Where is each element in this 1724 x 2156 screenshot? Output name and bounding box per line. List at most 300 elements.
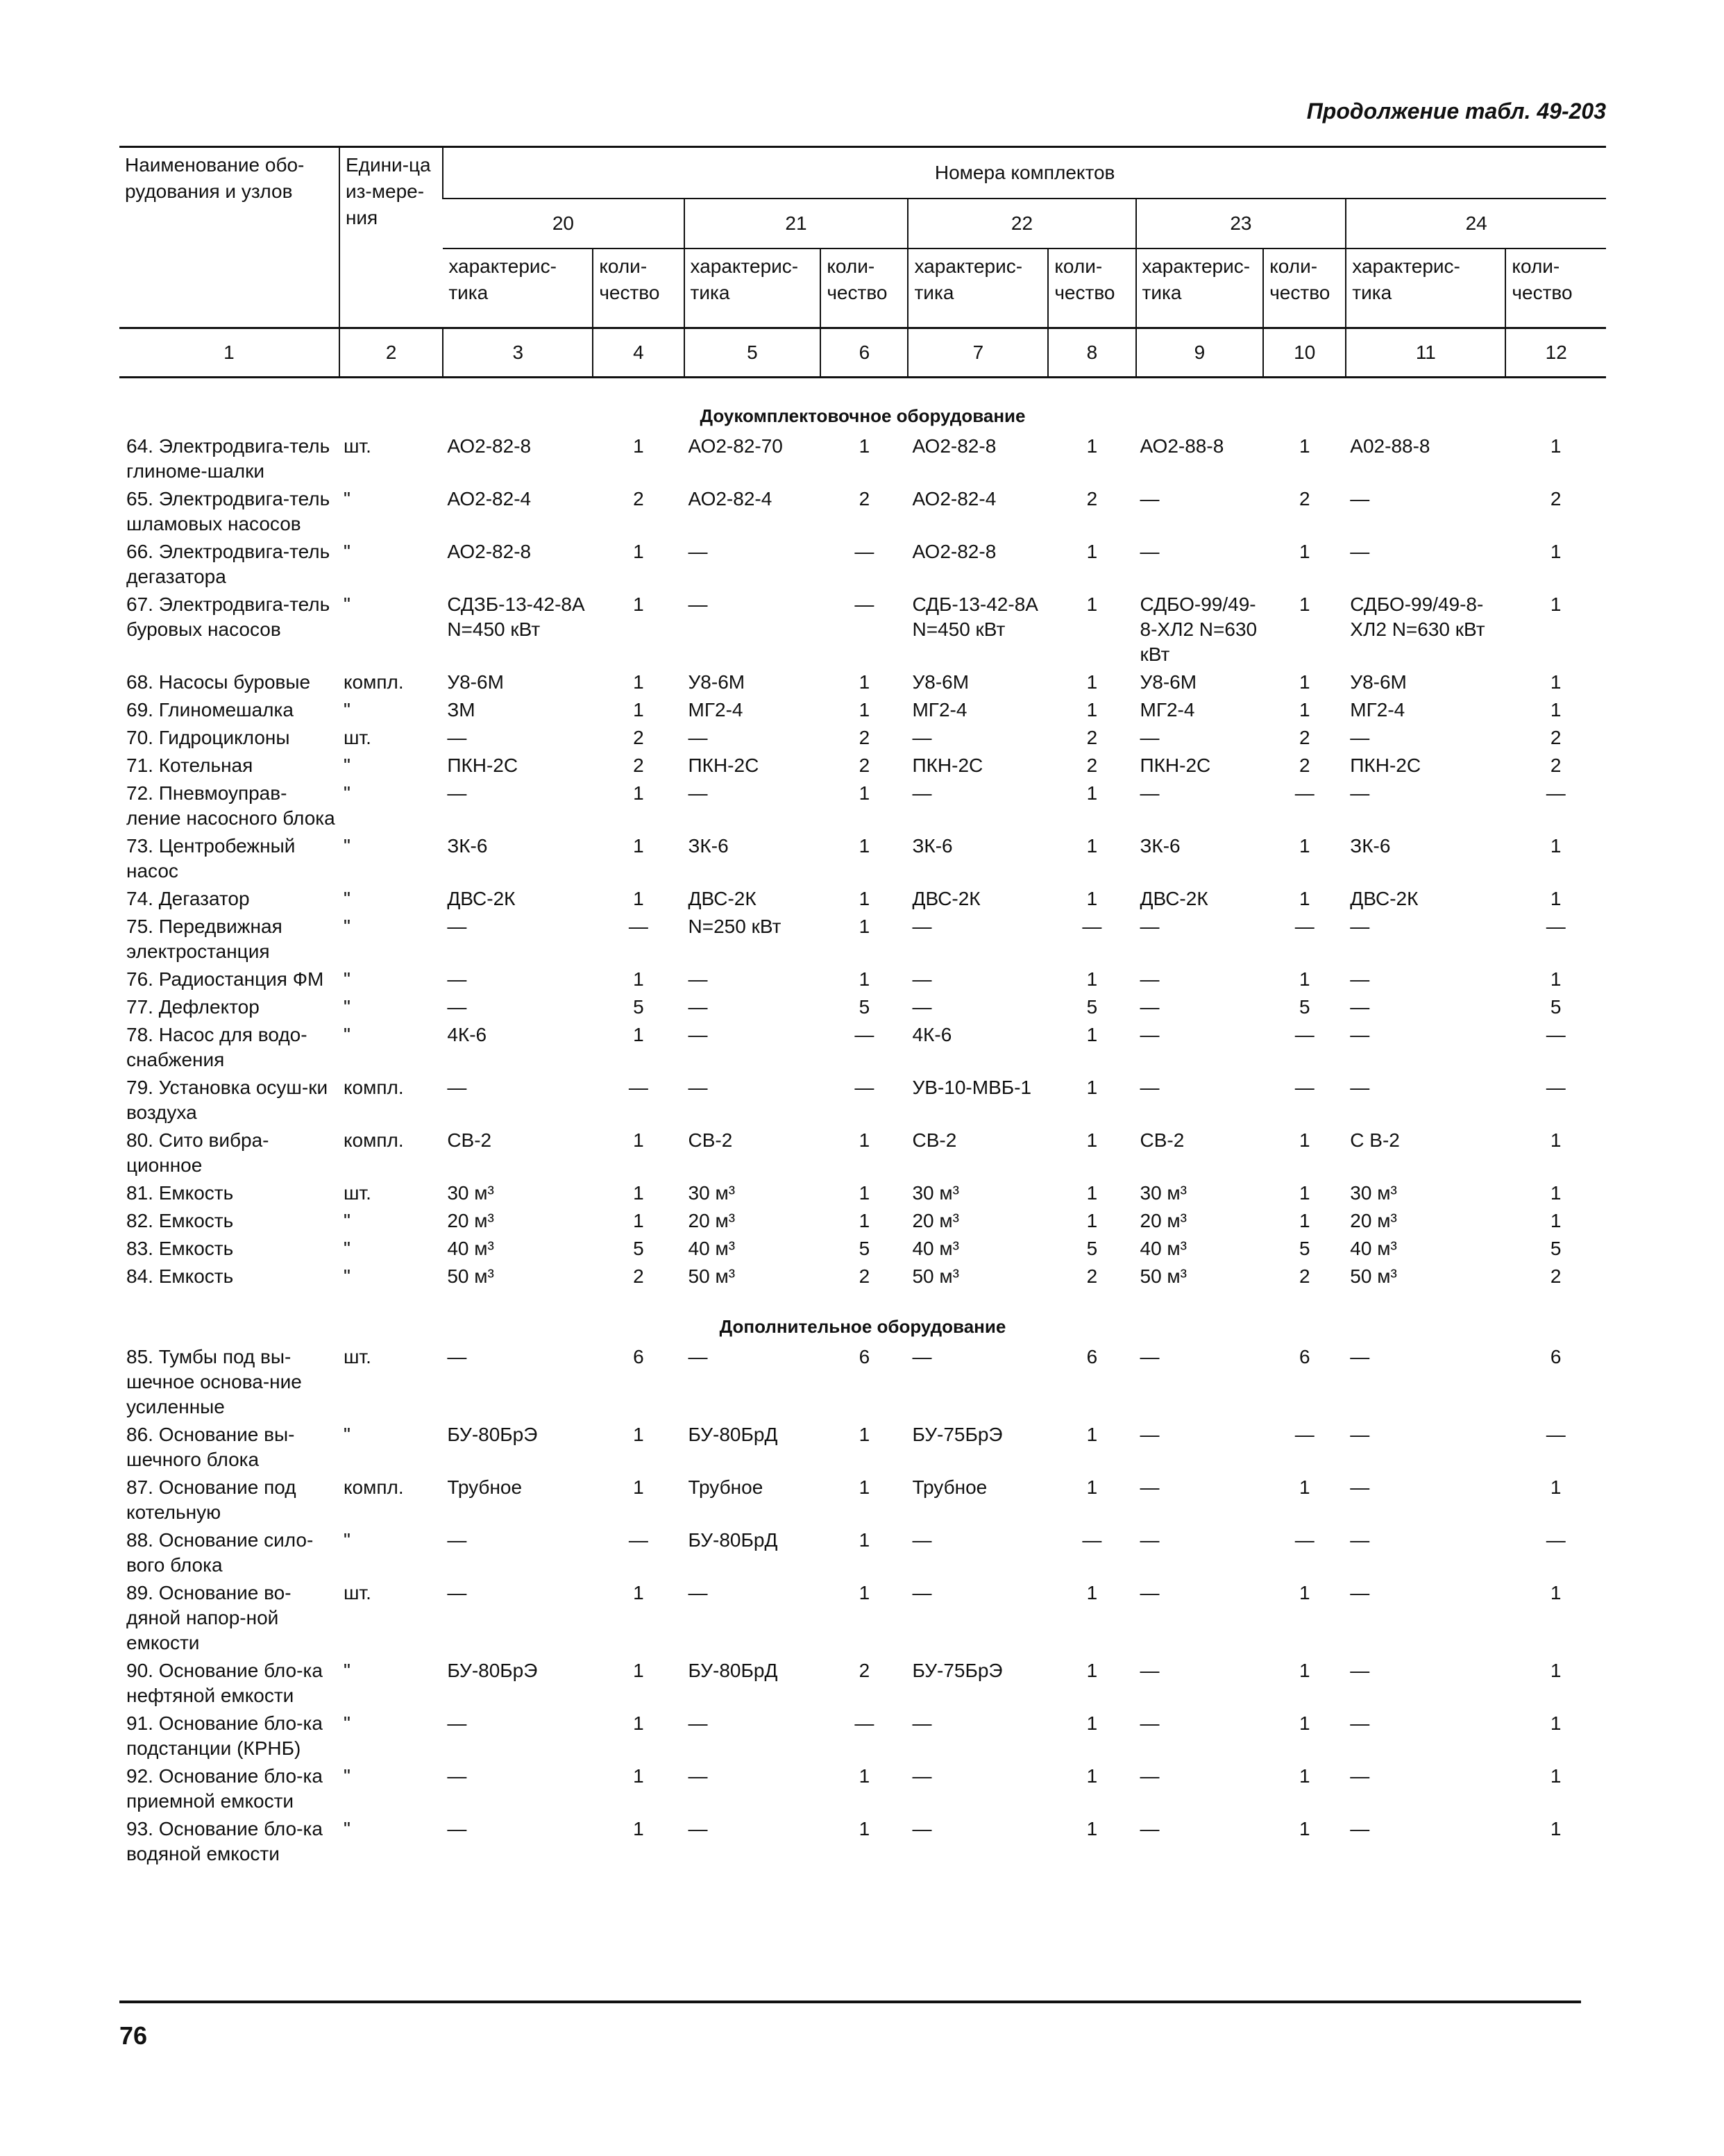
header-set-number: 24: [1346, 199, 1606, 249]
characteristic-cell: —: [912, 1765, 932, 1787]
table-row: [119, 1525, 1606, 1578]
quantity-cell: 1: [1086, 1476, 1098, 1498]
characteristic-cell: СДБО-99/49-8-ХЛ2 N=630 кВт: [1140, 593, 1258, 665]
characteristic-cell: ПКН-2С: [688, 755, 759, 776]
quantity-cell: 5: [1086, 996, 1098, 1018]
header-unit: Едини-ца из-мере-ния: [339, 147, 443, 328]
equipment-name: Электродвига-тель дегазатора: [126, 541, 330, 587]
header-column-number: 12: [1505, 328, 1606, 378]
characteristic-cell: 30 м³: [688, 1182, 736, 1204]
characteristic-cell: СВ-2: [447, 1129, 492, 1151]
quantity-cell: 1: [1086, 1818, 1098, 1839]
equipment-name-cell: [119, 1472, 339, 1525]
header-characteristic: характерис-тика: [1346, 249, 1505, 328]
row-number: 78.: [126, 1024, 153, 1045]
quantity-cell: —: [1294, 1424, 1315, 1445]
quantity-cell: 1: [1299, 593, 1310, 615]
quantity-cell: 2: [859, 1265, 870, 1287]
quantity-cell: —: [1294, 1024, 1315, 1045]
characteristic-cell: ПКН-2С: [447, 755, 518, 776]
quantity-cell: 1: [633, 1818, 644, 1839]
quantity-cell: 6: [1299, 1346, 1310, 1367]
equipment-name: Основание бло-ка подстанции (КРНБ): [126, 1712, 323, 1759]
quantity-cell: 1: [633, 1712, 644, 1734]
equipment-table: [119, 146, 1606, 1867]
equipment-name-cell: [119, 831, 339, 884]
characteristic-cell: АО2-82-70: [688, 435, 783, 457]
header-column-number: 4: [593, 328, 684, 378]
quantity-cell: 1: [1086, 1712, 1098, 1734]
quantity-cell: 5: [859, 996, 870, 1018]
equipment-name: Установка осуш-ки воздуха: [126, 1077, 328, 1123]
characteristic-cell: 4К-6: [912, 1024, 952, 1045]
unit-cell: ": [343, 1712, 350, 1734]
characteristic-cell: АО2-82-8: [912, 435, 997, 457]
table-row: [119, 1814, 1606, 1867]
equipment-name-cell: [119, 1420, 339, 1472]
quantity-cell: 1: [1299, 1712, 1310, 1734]
characteristic-cell: СВ-2: [688, 1129, 733, 1151]
quantity-cell: 1: [1086, 671, 1098, 693]
equipment-name: Емкость: [158, 1210, 234, 1231]
unit-cell: ": [343, 835, 350, 857]
row-number: 85.: [126, 1346, 153, 1367]
equipment-name: Передвижная электростанция: [126, 916, 282, 962]
characteristic-cell: С В-2: [1350, 1129, 1400, 1151]
equipment-name-cell: [119, 992, 339, 1020]
quantity-cell: 2: [859, 755, 870, 776]
characteristic-cell: 40 м³: [1350, 1238, 1397, 1259]
quantity-cell: 1: [1299, 1182, 1310, 1204]
quantity-cell: 1: [1550, 835, 1562, 857]
unit-cell: ": [343, 699, 350, 721]
table-row: [119, 1708, 1606, 1761]
equipment-name: Основание бло-ка нефтяной емкости: [126, 1660, 323, 1706]
quantity-cell: 1: [1550, 435, 1562, 457]
quantity-cell: 2: [1299, 488, 1310, 509]
equipment-name: Электродвига-тель шламовых насосов: [126, 488, 330, 534]
quantity-cell: 1: [1550, 593, 1562, 615]
quantity-cell: 2: [1550, 1265, 1562, 1287]
characteristic-cell: У8-6М: [912, 671, 970, 693]
unit-cell: ": [343, 541, 350, 562]
characteristic-cell: —: [1140, 488, 1160, 509]
characteristic-cell: —: [1140, 1660, 1160, 1681]
unit-cell: ": [343, 888, 350, 909]
unit-cell: ": [343, 593, 350, 615]
quantity-cell: 2: [633, 1265, 644, 1287]
characteristic-cell: МГ2-4: [1140, 699, 1195, 721]
characteristic-cell: —: [1140, 782, 1160, 804]
equipment-name: Дефлектор: [158, 996, 260, 1018]
characteristic-cell: —: [1350, 1712, 1370, 1734]
equipment-name-cell: [119, 537, 339, 589]
characteristic-cell: 4К-6: [447, 1024, 487, 1045]
row-number: 76.: [126, 968, 153, 990]
equipment-name-cell: [119, 1656, 339, 1708]
characteristic-cell: МГ2-4: [688, 699, 743, 721]
unit-cell: ": [343, 782, 350, 804]
quantity-cell: —: [628, 1529, 648, 1551]
table-row: [119, 431, 1606, 484]
equipment-name-cell: [119, 589, 339, 667]
quantity-cell: 1: [1550, 1476, 1562, 1498]
header-characteristic: характерис-тика: [908, 249, 1048, 328]
unit-cell: ": [343, 1529, 350, 1551]
quantity-cell: 1: [1299, 1765, 1310, 1787]
characteristic-cell: ДВС-2К: [1350, 888, 1419, 909]
table-row: [119, 1206, 1606, 1233]
table-row: [119, 1020, 1606, 1072]
row-number: 87.: [126, 1476, 153, 1498]
header-column-number: 9: [1136, 328, 1264, 378]
row-number: 70.: [126, 727, 153, 748]
quantity-cell: 6: [1086, 1346, 1098, 1367]
characteristic-cell: —: [688, 1818, 708, 1839]
equipment-name: Емкость: [158, 1265, 234, 1287]
quantity-cell: 1: [633, 541, 644, 562]
quantity-cell: 1: [633, 435, 644, 457]
row-number: 65.: [126, 488, 153, 509]
equipment-name: Пневмоуправ-ление насосного блока: [126, 782, 335, 829]
header-quantity: коли-чество: [1263, 249, 1346, 328]
quantity-cell: 5: [1299, 996, 1310, 1018]
characteristic-cell: ПКН-2С: [1350, 755, 1421, 776]
quantity-cell: —: [854, 1077, 874, 1098]
characteristic-cell: СВ-2: [912, 1129, 957, 1151]
quantity-cell: 1: [1299, 1210, 1310, 1231]
characteristic-cell: БУ-80БрЭ: [447, 1424, 538, 1445]
characteristic-cell: —: [688, 996, 708, 1018]
unit-cell: ": [343, 916, 350, 937]
equipment-name-cell: [119, 1525, 339, 1578]
characteristic-cell: БУ-75БрЭ: [912, 1424, 1003, 1445]
quantity-cell: 2: [1299, 1265, 1310, 1287]
characteristic-cell: —: [447, 1765, 467, 1787]
unit-cell: шт.: [343, 727, 371, 748]
quantity-cell: 2: [1086, 727, 1098, 748]
characteristic-cell: 50 м³: [688, 1265, 736, 1287]
equipment-name-cell: [119, 695, 339, 723]
quantity-cell: —: [1294, 1077, 1315, 1098]
characteristic-cell: ЗК-6: [688, 835, 729, 857]
quantity-cell: —: [628, 1077, 648, 1098]
characteristic-cell: —: [688, 1582, 708, 1603]
header-column-number: 8: [1048, 328, 1135, 378]
unit-cell: ": [343, 1660, 350, 1681]
characteristic-cell: 20 м³: [688, 1210, 736, 1231]
equipment-name-cell: [119, 1125, 339, 1178]
quantity-cell: 1: [633, 1424, 644, 1445]
characteristic-cell: —: [688, 968, 708, 990]
characteristic-cell: —: [1350, 1818, 1370, 1839]
unit-cell: шт.: [343, 435, 371, 457]
characteristic-cell: АО2-82-4: [912, 488, 997, 509]
row-number: 77.: [126, 996, 153, 1018]
characteristic-cell: ДВС-2К: [447, 888, 516, 909]
header-sets-title: Номера комплектов: [443, 147, 1606, 199]
characteristic-cell: N=250 кВт: [688, 916, 781, 937]
header-column-number: 10: [1263, 328, 1346, 378]
header-column-number: 2: [339, 328, 443, 378]
quantity-cell: 1: [633, 1582, 644, 1603]
quantity-cell: 1: [859, 1582, 870, 1603]
quantity-cell: 1: [859, 1129, 870, 1151]
equipment-name-cell: [119, 484, 339, 537]
row-number: 90.: [126, 1660, 153, 1681]
row-number: 64.: [126, 435, 153, 457]
characteristic-cell: —: [447, 1077, 467, 1098]
quantity-cell: 1: [1550, 1712, 1562, 1734]
quantity-cell: 1: [1550, 699, 1562, 721]
table-row: [119, 589, 1606, 667]
quantity-cell: 1: [633, 699, 644, 721]
quantity-cell: 1: [859, 671, 870, 693]
characteristic-cell: —: [912, 1818, 932, 1839]
row-number: 83.: [126, 1238, 153, 1259]
characteristic-cell: АО2-88-8: [1140, 435, 1224, 457]
quantity-cell: 1: [1550, 541, 1562, 562]
section-title: Доукомплектовочное оборудование: [700, 405, 1026, 426]
equipment-name-cell: [119, 1342, 339, 1420]
equipment-name-cell: [119, 1178, 339, 1206]
characteristic-cell: АО2-82-4: [688, 488, 772, 509]
equipment-name: Глиномешалка: [158, 699, 294, 721]
quantity-cell: 1: [1086, 541, 1098, 562]
characteristic-cell: АО2-82-8: [447, 541, 532, 562]
quantity-cell: 1: [1086, 1077, 1098, 1098]
quantity-cell: 2: [1550, 727, 1562, 748]
header-quantity: коли-чество: [593, 249, 684, 328]
characteristic-cell: —: [688, 1077, 708, 1098]
characteristic-cell: —: [1140, 968, 1160, 990]
quantity-cell: —: [1546, 1424, 1566, 1445]
quantity-cell: 1: [1299, 699, 1310, 721]
section-title: Дополнительное оборудование: [719, 1316, 1006, 1337]
quantity-cell: —: [1546, 782, 1566, 804]
equipment-name-cell: [119, 1206, 339, 1233]
characteristic-cell: —: [1140, 1024, 1160, 1045]
characteristic-cell: —: [1350, 1424, 1370, 1445]
characteristic-cell: —: [447, 1712, 467, 1734]
characteristic-cell: —: [447, 1346, 467, 1367]
characteristic-cell: —: [447, 782, 467, 804]
unit-cell: ": [343, 488, 350, 509]
characteristic-cell: БУ-80БрД: [688, 1660, 778, 1681]
equipment-name-cell: [119, 884, 339, 911]
table-body: [119, 378, 1606, 1867]
quantity-cell: 1: [859, 1476, 870, 1498]
table-row: [119, 695, 1606, 723]
characteristic-cell: 40 м³: [1140, 1238, 1187, 1259]
characteristic-cell: —: [912, 1529, 932, 1551]
row-number: 88.: [126, 1529, 153, 1551]
quantity-cell: 2: [1299, 755, 1310, 776]
characteristic-cell: 40 м³: [688, 1238, 736, 1259]
quantity-cell: 1: [633, 968, 644, 990]
quantity-cell: 1: [1086, 1182, 1098, 1204]
characteristic-cell: —: [912, 1712, 932, 1734]
equipment-name-cell: [119, 1814, 339, 1867]
equipment-name-cell: [119, 750, 339, 778]
characteristic-cell: 30 м³: [912, 1182, 959, 1204]
characteristic-cell: У8-6М: [447, 671, 504, 693]
characteristic-cell: У8-6М: [688, 671, 745, 693]
header-characteristic: характерис-тика: [448, 255, 557, 303]
equipment-name-cell: [119, 1072, 339, 1125]
characteristic-cell: —: [688, 1712, 708, 1734]
characteristic-cell: —: [1140, 727, 1160, 748]
quantity-cell: 1: [1299, 1582, 1310, 1603]
quantity-cell: 2: [1086, 1265, 1098, 1287]
characteristic-cell: —: [447, 1818, 467, 1839]
table-caption: Продолжение табл. 49-203: [1306, 99, 1606, 124]
quantity-cell: 1: [1550, 1660, 1562, 1681]
quantity-cell: 1: [1550, 968, 1562, 990]
characteristic-cell: ДВС-2К: [912, 888, 981, 909]
characteristic-cell: —: [688, 541, 708, 562]
quantity-cell: 1: [859, 1529, 870, 1551]
characteristic-cell: —: [912, 968, 932, 990]
characteristic-cell: У8-6М: [1350, 671, 1407, 693]
quantity-cell: 1: [633, 671, 644, 693]
row-number: 84.: [126, 1265, 153, 1287]
unit-cell: шт.: [343, 1582, 371, 1603]
quantity-cell: 1: [859, 1765, 870, 1787]
quantity-cell: 2: [1086, 488, 1098, 509]
characteristic-cell: ПКН-2С: [1140, 755, 1211, 776]
equipment-name: Дегазатор: [158, 888, 250, 909]
quantity-cell: 5: [859, 1238, 870, 1259]
header-column-number: 7: [908, 328, 1048, 378]
characteristic-cell: 20 м³: [1140, 1210, 1187, 1231]
characteristic-cell: БУ-80БрД: [688, 1424, 778, 1445]
characteristic-cell: —: [688, 1765, 708, 1787]
characteristic-cell: МГ2-4: [1350, 699, 1405, 721]
quantity-cell: 1: [1086, 1210, 1098, 1231]
quantity-cell: —: [854, 541, 874, 562]
characteristic-cell: —: [1140, 1582, 1160, 1603]
header-column-number: 6: [820, 328, 908, 378]
characteristic-cell: —: [912, 1582, 932, 1603]
quantity-cell: 1: [1086, 968, 1098, 990]
characteristic-cell: 50 м³: [912, 1265, 959, 1287]
quantity-cell: 1: [1299, 541, 1310, 562]
quantity-cell: 2: [859, 488, 870, 509]
quantity-cell: 1: [1086, 1024, 1098, 1045]
characteristic-cell: —: [447, 968, 467, 990]
equipment-name-cell: [119, 1708, 339, 1761]
characteristic-cell: —: [1140, 1077, 1160, 1098]
quantity-cell: 1: [1550, 1818, 1562, 1839]
row-number: 72.: [126, 782, 153, 804]
row-number: 79.: [126, 1077, 153, 1098]
equipment-name: Основание бло-ка водяной емкости: [126, 1818, 323, 1864]
row-number: 69.: [126, 699, 153, 721]
characteristic-cell: ЗК-6: [912, 835, 953, 857]
table-row: [119, 1342, 1606, 1420]
equipment-name: Котельная: [158, 755, 253, 776]
characteristic-cell: ЗК-6: [1140, 835, 1181, 857]
characteristic-cell: 50 м³: [447, 1265, 494, 1287]
characteristic-cell: ЗМ: [447, 699, 475, 721]
characteristic-cell: —: [1350, 996, 1370, 1018]
quantity-cell: —: [628, 916, 648, 937]
characteristic-cell: —: [688, 727, 708, 748]
characteristic-cell: СДЗБ-13-42-8А N=450 кВт: [447, 593, 585, 640]
quantity-cell: 1: [1299, 835, 1310, 857]
characteristic-cell: —: [1350, 1077, 1370, 1098]
table-row: [119, 1261, 1606, 1289]
table-row: [119, 1233, 1606, 1261]
equipment-name-cell: [119, 911, 339, 964]
quantity-cell: 6: [859, 1346, 870, 1367]
characteristic-cell: СВ-2: [1140, 1129, 1185, 1151]
quantity-cell: 1: [1086, 1424, 1098, 1445]
quantity-cell: 1: [859, 1182, 870, 1204]
characteristic-cell: —: [912, 782, 932, 804]
row-number: 71.: [126, 755, 153, 776]
quantity-cell: —: [854, 1024, 874, 1045]
quantity-cell: —: [1294, 1529, 1315, 1551]
table-row: [119, 1125, 1606, 1178]
quantity-cell: —: [1294, 782, 1315, 804]
equipment-name: Центробежный насос: [126, 835, 296, 882]
table-row: [119, 667, 1606, 695]
quantity-cell: 1: [1299, 1660, 1310, 1681]
equipment-name-cell: [119, 431, 339, 484]
characteristic-cell: СДБО-99/49-8-ХЛ2 N=630 кВт: [1350, 593, 1485, 640]
quantity-cell: 1: [1086, 593, 1098, 615]
equipment-name-cell: [119, 667, 339, 695]
characteristic-cell: —: [1350, 1582, 1370, 1603]
quantity-cell: —: [1546, 916, 1566, 937]
characteristic-cell: —: [912, 996, 932, 1018]
quantity-cell: 1: [1550, 1129, 1562, 1151]
quantity-cell: 1: [1550, 1210, 1562, 1231]
characteristic-cell: —: [1140, 1712, 1160, 1734]
equipment-name: Емкость: [158, 1238, 234, 1259]
quantity-cell: 1: [859, 1210, 870, 1231]
characteristic-cell: —: [1350, 727, 1370, 748]
quantity-cell: 1: [633, 1660, 644, 1681]
table-row: [119, 484, 1606, 537]
quantity-cell: 1: [1086, 1129, 1098, 1151]
table-row: [119, 1578, 1606, 1656]
equipment-name: Основание под котельную: [126, 1476, 296, 1523]
equipment-name-cell: [119, 778, 339, 831]
quantity-cell: 1: [1086, 888, 1098, 909]
characteristic-cell: БУ-80БрД: [688, 1529, 778, 1551]
quantity-cell: 1: [633, 888, 644, 909]
row-number: 86.: [126, 1424, 153, 1445]
quantity-cell: 1: [859, 1424, 870, 1445]
table-row: [119, 723, 1606, 750]
characteristic-cell: 20 м³: [912, 1210, 959, 1231]
table-row: [119, 964, 1606, 992]
characteristic-cell: 50 м³: [1350, 1265, 1397, 1287]
quantity-cell: 5: [1550, 996, 1562, 1018]
quantity-cell: 1: [859, 435, 870, 457]
row-number: 91.: [126, 1712, 153, 1734]
unit-cell: ": [343, 1424, 350, 1445]
quantity-cell: 1: [1086, 1660, 1098, 1681]
quantity-cell: 1: [1550, 888, 1562, 909]
quantity-cell: 1: [1550, 1765, 1562, 1787]
characteristic-cell: —: [1350, 916, 1370, 937]
characteristic-cell: АО2-82-8: [447, 435, 532, 457]
section-row: [119, 378, 1606, 432]
